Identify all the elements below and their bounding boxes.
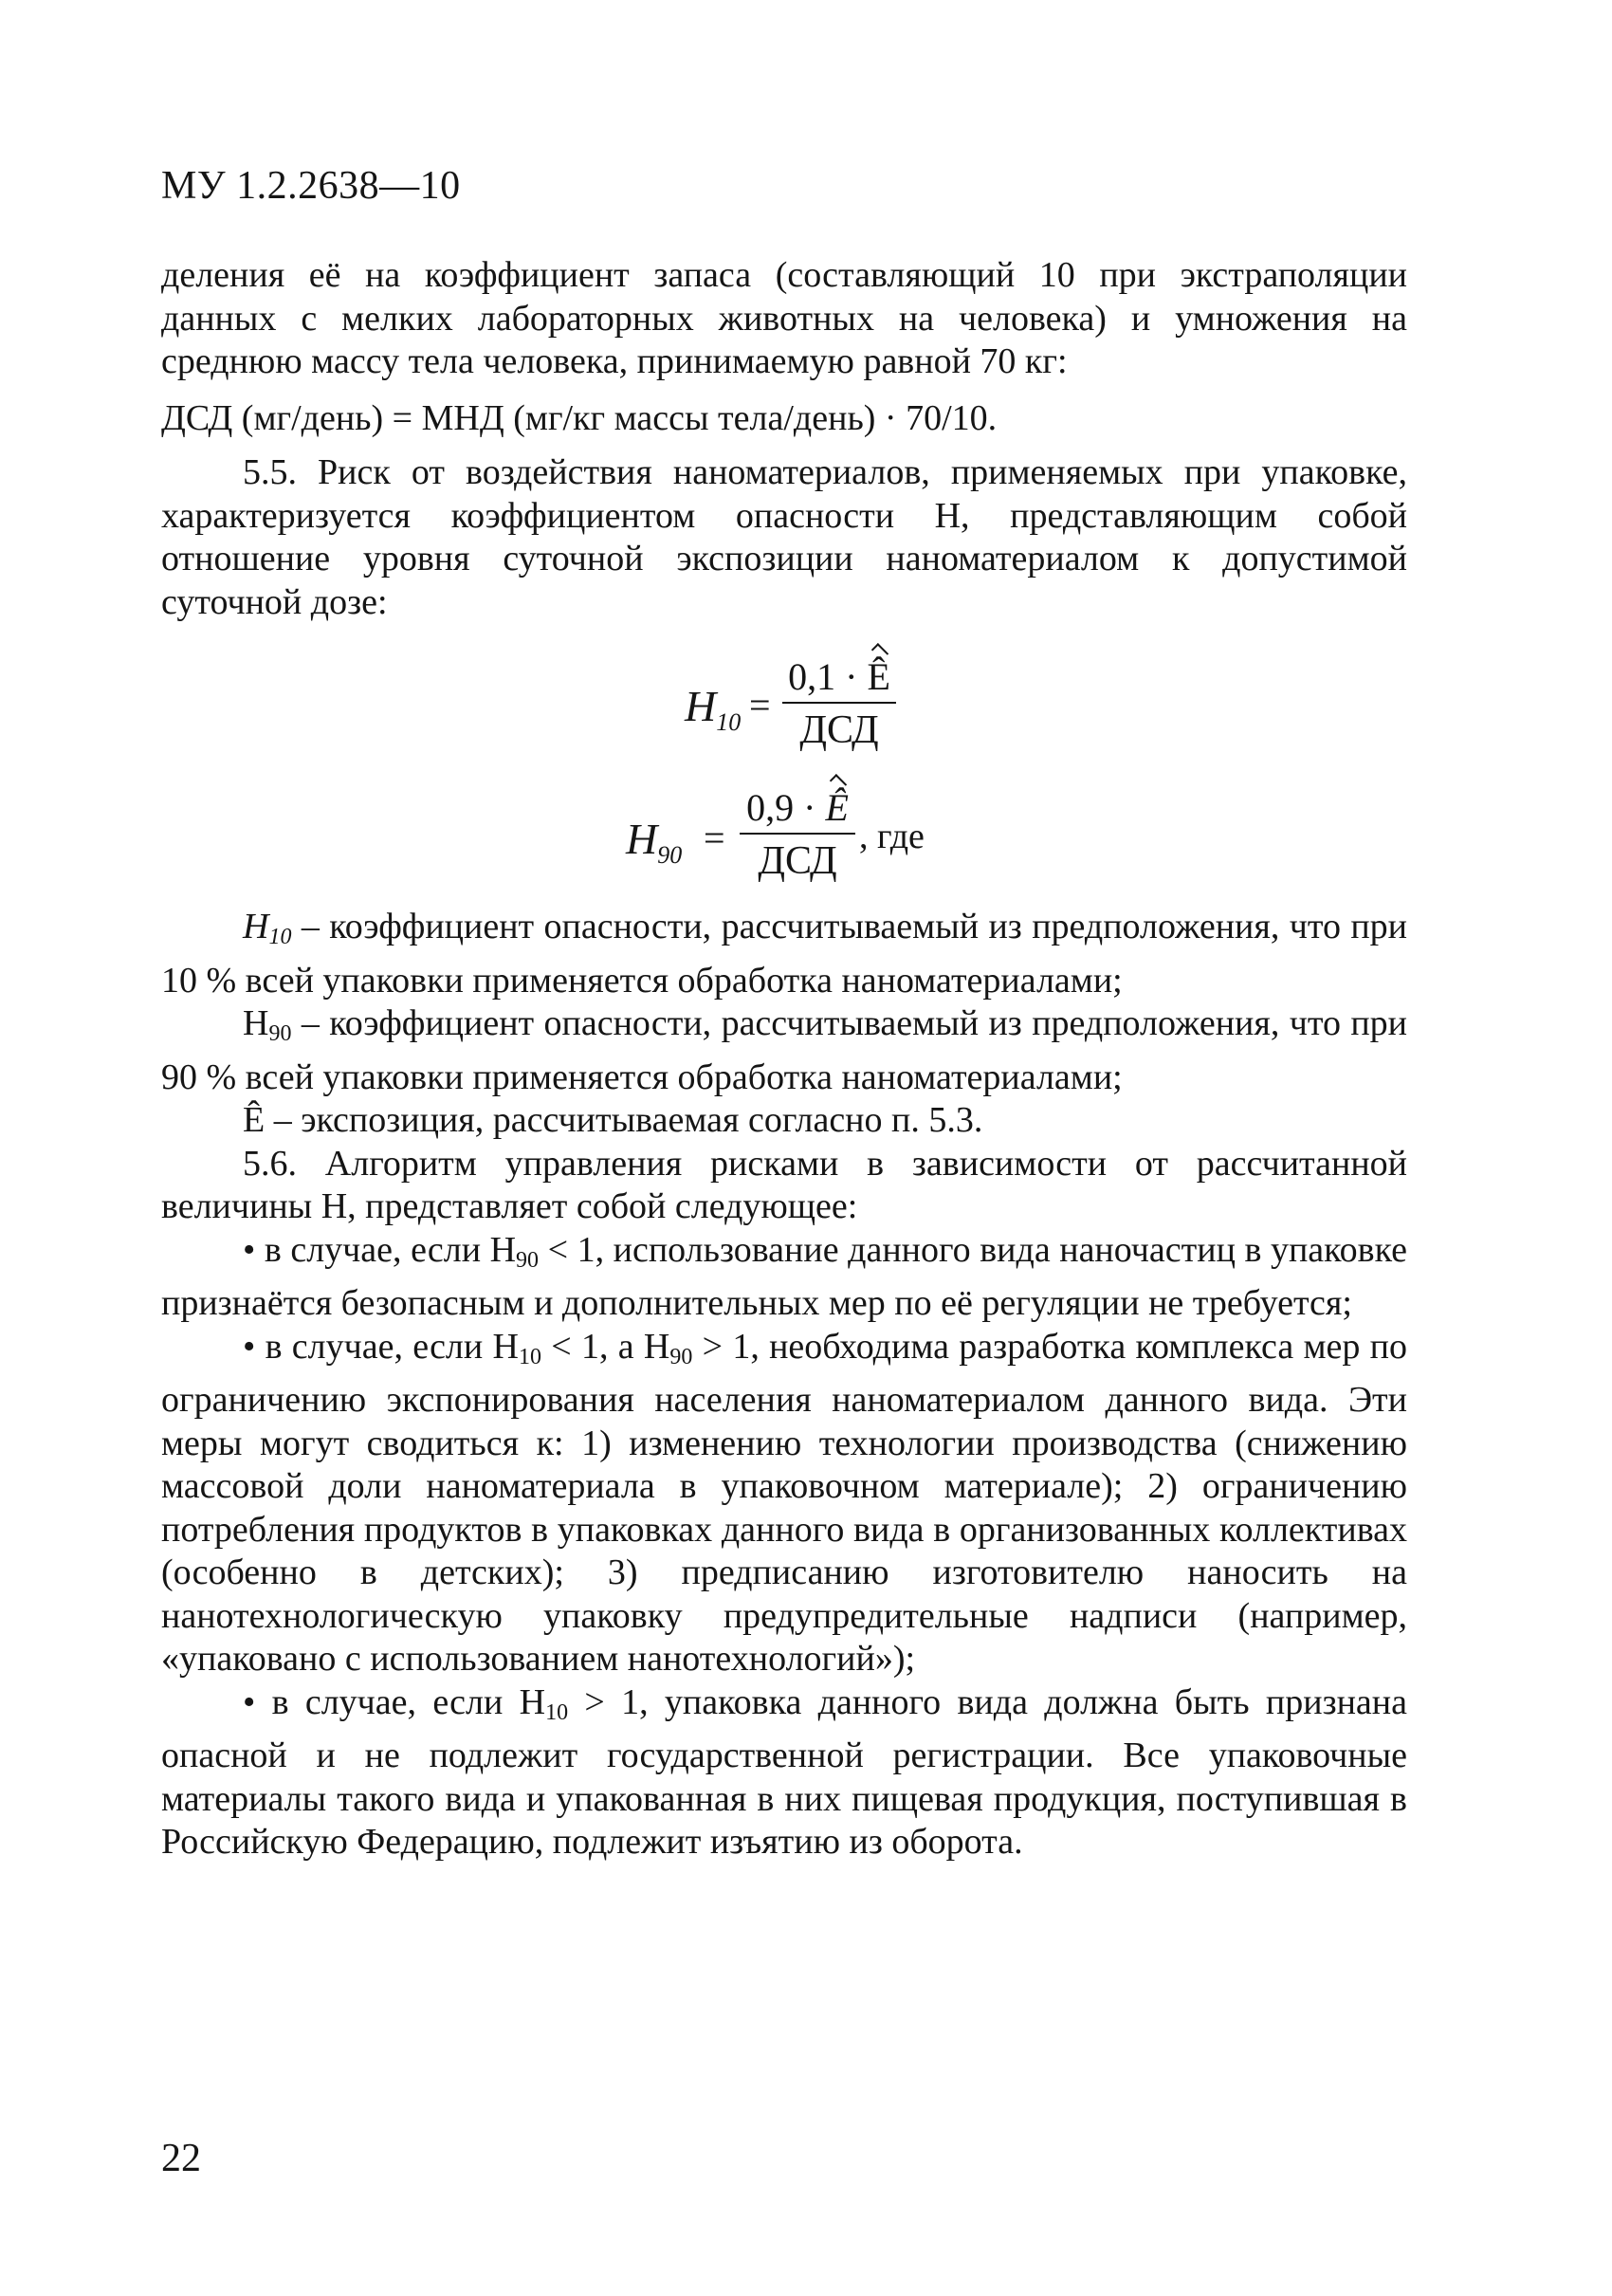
paragraph-continuation: деления её на коэффициент запаса (составляющий 10 при экстраполяции данных с мелких лабораторных животных на человека) и умножения на среднюю массу тела человека, принимаемую равной 70 кг: — [161, 255, 1407, 381]
bullet-item-safe: • в случае, если $H_{90} < 1$, использование данного вида наночастиц в упаковке признаётся безопасным и дополнительных мер по её регуляции не требуется; — [161, 1229, 1408, 1323]
text-block-upper — [161, 254, 1407, 624]
paragraph-5-5: 5.5. Риск от воздействия наноматериалов, применяемых при упаковке, характеризуется коэффициентом опасности H, представляющим собой отношение уровня суточной экспозиции наноматериалом к допустимой суточной дозе: — [161, 452, 1407, 622]
formula-h90-equals: = — [704, 817, 725, 859]
formula-h90-lhs: $H_{90}$ — [626, 815, 683, 869]
formula-h10-denominator: ДСД — [799, 708, 879, 752]
formula-h10-equals: = — [749, 684, 771, 726]
definition-h90: $H_{90}$ – коэффициент опасности, рассчитываемый из предположения, что при 90 % всей упаковки применяется обработка наноматериалами; — [161, 1003, 1407, 1097]
paragraph-5-6: 5.6. Алгоритм управления рисками в зависимости от рассчитанной величины H, представляет собой следующее: — [161, 1143, 1407, 1226]
formula-h90-where: , где — [859, 817, 925, 856]
formula-h90-numerator: 0,9 · Ê — [746, 786, 849, 829]
formula-dsd: ДСД (мг/день) = МНД (мг/кг массы тела/день) · 70/10. — [161, 397, 998, 438]
text-block-lower — [161, 906, 1407, 1864]
formula-h10-lhs: $H_{10}$ — [685, 682, 742, 736]
page-number: 22 — [161, 2137, 201, 2180]
definition-e: Ê – экспозиция, рассчитываемая согласно п. 5.3. — [243, 1100, 983, 1140]
bullet-item-measures: • в случае, если $H_{10} < 1$, а $H_{90} > 1$, необходима разработка комплекса мер по ограничению экспонирования населения наноматериалом данного вида. Эти меры могут сводиться к: 1) изменению технологии производства (снижению массовой доли наноматериала в упаковочном материале); 2) ограничению потребления продуктов в упаковках данного вида в организованных коллективах (особенно в детских); 3) предписанию изготовителю наносить на нанотехнологическую упаковку предупредительные надписи (например, «упаковано с использованием нанотехнологий»); — [161, 1326, 1408, 1679]
formula-h90-fraction-bar — [740, 833, 855, 835]
formula-h10-fraction-bar — [782, 702, 896, 704]
formula-h90-denominator: ДСД — [758, 839, 837, 883]
definition-h10: $H_{10}$ – коэффициент опасности, рассчитываемый из предположения, что при 10 % всей упаковки применяется обработка наноматериалами; — [161, 907, 1407, 1001]
formula-h10-numerator: 0,1 · Ê — [788, 655, 890, 698]
document-code-header: МУ 1.2.2638—10 — [161, 164, 461, 208]
bullet-item-dangerous: • в случае, если $H_{10} > 1$, упаковка данного вида должна быть признана опасной и не подлежит государственной регистрации. Все упаковочные материалы такого вида и упакованная в них пищевая продукция, поступившая в Российскую Федерацию, подлежит изъятию из оборота. — [161, 1681, 1407, 1862]
